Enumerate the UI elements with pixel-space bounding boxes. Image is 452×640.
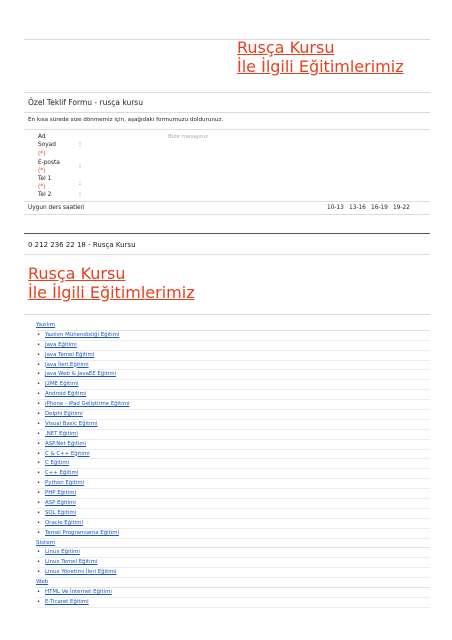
course-link[interactable]: Android Eğitimi: [45, 391, 87, 398]
bullet-icon: •: [37, 559, 41, 566]
bullet-icon: •: [37, 450, 41, 457]
bullet-icon: •: [37, 420, 41, 427]
list-item: [36, 410, 430, 420]
field-label-eposta: E-posta: [38, 160, 60, 166]
bullet-icon: •: [37, 509, 41, 516]
divider: [24, 112, 430, 113]
required-marker: (*): [38, 151, 46, 157]
list-item: [36, 440, 430, 450]
bullet-icon: •: [37, 401, 41, 408]
field-colon: :: [79, 164, 81, 170]
course-link[interactable]: .NET Eğitimi: [45, 430, 78, 437]
bullet-icon: •: [37, 569, 41, 576]
list-item: [36, 331, 430, 341]
section-title-line2: İle İlgili Eğitimlerimiz: [28, 283, 195, 302]
section-title[interactable]: [28, 264, 195, 302]
course-link[interactable]: Linux Temel Eğitimi: [45, 559, 98, 566]
divider: [24, 314, 430, 315]
list-item: [36, 568, 430, 578]
bullet-icon: •: [37, 490, 41, 497]
course-link[interactable]: Temel Programlama Eğitimi: [45, 529, 119, 536]
list-item: [36, 499, 430, 509]
form-description: En kısa sürede size dönmemiz için, aşağıdaki formumuzu doldurunuz.: [28, 117, 224, 123]
field-colon: :: [79, 181, 81, 187]
phone-line: 0 212 236 22 18 - Rusça Kursu: [28, 241, 136, 249]
course-link[interactable]: HTML Ve İnternet Eğitimi: [45, 589, 112, 596]
course-link[interactable]: ASP Eğitimi: [45, 500, 76, 507]
list-item: [36, 469, 430, 479]
course-link[interactable]: Linux Eğitimi: [45, 549, 80, 556]
required-marker: (*): [38, 168, 46, 174]
bullet-icon: •: [37, 341, 41, 348]
hours-option[interactable]: 19-22: [393, 205, 410, 211]
hours-option[interactable]: 10-13: [327, 205, 344, 211]
course-link[interactable]: Delphi Eğitimi: [45, 411, 83, 418]
header-title-line1: Rusça Kursu: [237, 38, 335, 57]
list-item: [36, 548, 430, 558]
list-item: [36, 450, 430, 460]
list-item: [36, 558, 430, 568]
list-item: [36, 459, 430, 469]
list-item: [36, 341, 430, 351]
section-divider: [24, 233, 430, 234]
bullet-icon: •: [37, 589, 41, 596]
course-link[interactable]: PHP Eğitimi: [45, 490, 76, 497]
list-item: [36, 361, 430, 371]
bullet-icon: •: [37, 371, 41, 378]
field-label-tel2: Tel 2: [38, 192, 52, 198]
form-title: Özel Teklif Formu - rusça kursu: [28, 98, 143, 107]
divider: [24, 254, 430, 255]
field-label-tel1: Tel 1: [38, 176, 52, 182]
bullet-icon: •: [37, 519, 41, 526]
divider: [24, 201, 430, 202]
course-link[interactable]: Visual Basic Eğitimi: [45, 420, 98, 427]
course-link[interactable]: Yazılım Mühendisliği Eğitimi: [45, 331, 120, 338]
bullet-icon: •: [37, 361, 41, 368]
bullet-icon: •: [37, 381, 41, 388]
course-menu: [36, 321, 430, 608]
course-link[interactable]: Java İleri Eğitimi: [45, 361, 89, 368]
list-item: [36, 509, 430, 519]
bullet-icon: •: [37, 549, 41, 556]
field-colon: :: [79, 142, 81, 148]
bullet-icon: •: [37, 598, 41, 605]
field-colon: :: [79, 192, 81, 198]
section-title-line1: Rusça Kursu: [28, 264, 126, 283]
course-link[interactable]: Linux Yönetimi İleri Eğitimi: [45, 569, 117, 576]
message-textarea[interactable]: Bize mesajınız: [168, 134, 208, 140]
menu-category[interactable]: Yazılım: [36, 321, 430, 331]
hours-option[interactable]: 13-16: [349, 205, 366, 211]
bullet-icon: •: [37, 529, 41, 536]
course-link[interactable]: Python Eğitimi: [45, 480, 85, 487]
list-item: [36, 430, 430, 440]
bullet-icon: •: [37, 391, 41, 398]
bullet-icon: •: [37, 411, 41, 418]
course-link[interactable]: SQL Eğitimi: [45, 509, 77, 516]
field-label-soyad: Soyad: [38, 142, 56, 148]
course-link[interactable]: ASP.Net Eğitimi: [45, 440, 87, 447]
bullet-icon: •: [37, 430, 41, 437]
menu-category[interactable]: Sistem: [36, 539, 430, 549]
list-item: [36, 390, 430, 400]
divider: [24, 92, 430, 93]
list-item: [36, 529, 430, 539]
list-item: [36, 370, 430, 380]
course-link[interactable]: C Eğitimi: [45, 460, 70, 467]
list-item: [36, 479, 430, 489]
divider: [24, 214, 430, 215]
course-link[interactable]: E-Ticaret Eğitimi: [45, 598, 89, 605]
list-item: [36, 351, 430, 361]
course-link[interactable]: C++ Eğitimi: [45, 470, 79, 477]
list-item: [36, 380, 430, 390]
bullet-icon: •: [37, 500, 41, 507]
bullet-icon: •: [37, 460, 41, 467]
course-link[interactable]: Java Eğitimi: [45, 341, 77, 348]
hours-option[interactable]: 16-19: [371, 205, 388, 211]
course-link[interactable]: iPhone - iPad Geliştirme Eğitimi: [45, 401, 130, 408]
bullet-icon: •: [37, 351, 41, 358]
course-link[interactable]: Java Temel Eğitimi: [45, 351, 95, 358]
hours-label: Uygun ders saatleri: [28, 205, 85, 211]
bullet-icon: •: [37, 480, 41, 487]
course-link[interactable]: C & C++ Eğitimi: [45, 450, 90, 457]
course-link[interactable]: Java Web & JavaEE Eğitimi: [45, 371, 117, 378]
bullet-icon: •: [37, 440, 41, 447]
list-item: [36, 400, 430, 410]
bullet-icon: •: [37, 331, 41, 338]
divider: [24, 129, 430, 130]
required-marker: (*): [38, 184, 46, 190]
list-item: [36, 598, 430, 608]
list-item: [36, 519, 430, 529]
course-link[interactable]: J2ME Eğitimi: [45, 381, 79, 388]
bullet-icon: •: [37, 470, 41, 477]
list-item: [36, 489, 430, 499]
field-label-ad: Ad: [38, 134, 46, 140]
list-item: [36, 420, 430, 430]
course-link[interactable]: Oracle Eğitimi: [45, 519, 83, 526]
list-item: [36, 588, 430, 598]
header-title-line2: İle İlgili Eğitimlerimiz: [237, 57, 404, 76]
menu-category[interactable]: Web: [36, 578, 430, 588]
header-title[interactable]: [237, 38, 404, 76]
